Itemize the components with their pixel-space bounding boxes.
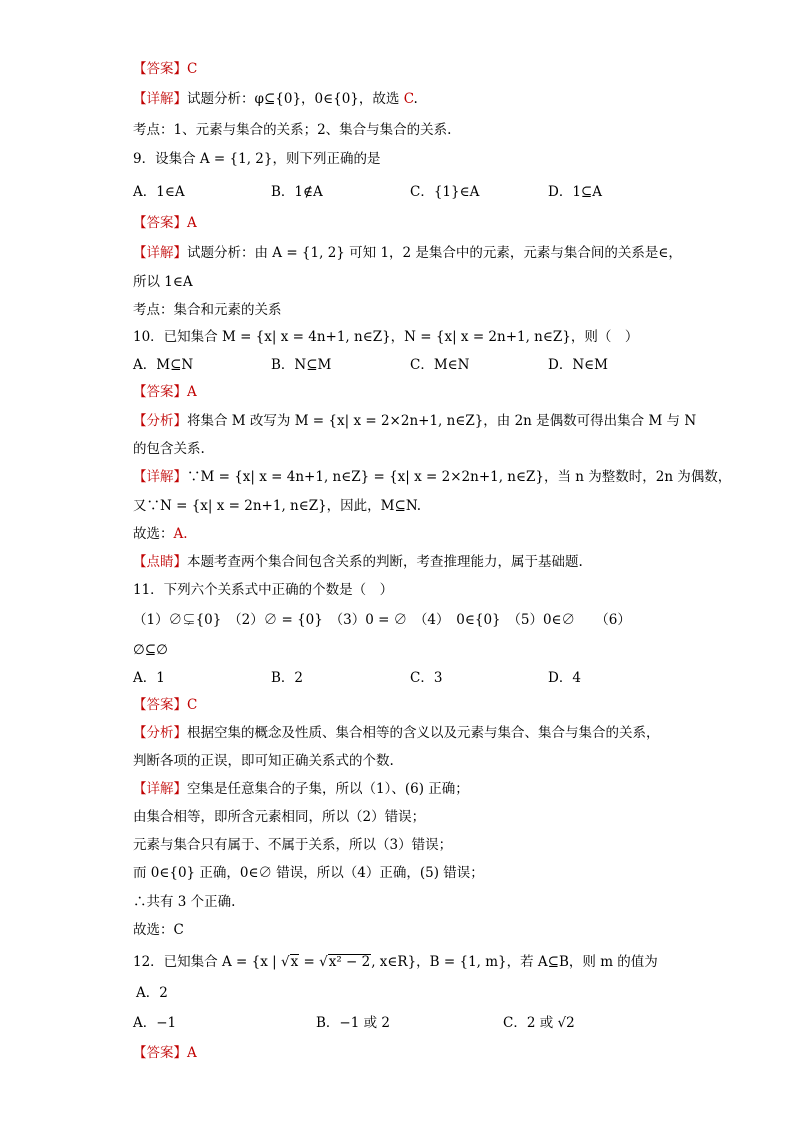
answer-value: A xyxy=(187,1045,197,1061)
comment-tag: 【点睛】 xyxy=(133,554,187,570)
answer-tag: 【答案】 xyxy=(133,1045,187,1061)
conclusion-text: 故选： xyxy=(133,526,174,542)
q9-option-c: C．{1}∈A xyxy=(410,184,480,200)
q10-detail xyxy=(133,467,731,487)
stem-pre: 12．已知集合 A = {x | xyxy=(133,954,281,970)
sqrt-radicand: x xyxy=(290,954,299,970)
q11-detail-line: 由集合相等，即所含元素相同，所以（2）错误； xyxy=(133,809,426,825)
analysis-text: 将集合 M 改写为 M = {x| x = 2×2n+1, n∈Z}，由 2n 是偶数可得出集合 M 与 N xyxy=(187,413,697,429)
q9-answer xyxy=(133,213,197,233)
q11-option-a: A．1 xyxy=(133,670,165,686)
q10-analysis xyxy=(133,411,696,431)
q10-conclusion xyxy=(133,524,188,544)
q9-detail-cont: 所以 1∈A xyxy=(133,274,193,290)
analysis-tag: 【分析】 xyxy=(133,725,187,741)
q11-detail-line: 元素与集合只有属于、不属于关系，所以（3）错误； xyxy=(133,837,453,853)
q9-option-b: B．1∉A xyxy=(271,184,323,200)
detail-text: ∵M = {x| x = 4n+1, n∈Z} = {x| x = 2×2n+1, n∈Z}，当 n 为整数时，2n 为偶数， xyxy=(187,469,732,485)
answer-tag: 【答案】 xyxy=(133,215,187,231)
q12-option-a: A．−1 xyxy=(133,1015,177,1031)
q12-option-a-first: A．2 xyxy=(136,985,168,1001)
sqrt-sign: √ xyxy=(280,954,290,970)
q12-option-b: B．−1 或 2 xyxy=(316,1015,390,1031)
q11-option-d: D．4 xyxy=(548,670,581,686)
q9-option-d: D．1⊆A xyxy=(548,184,602,200)
q12-stem xyxy=(133,952,658,972)
sqrt-radicand: x² − 2 xyxy=(328,954,371,970)
q11-detail-line: 而 0∈{0} 正确，0∈∅ 错误，所以（4）正确，(5) 错误； xyxy=(133,865,484,881)
answer-value: A xyxy=(187,384,197,400)
q10-analysis-cont: 的包含关系. xyxy=(133,441,205,457)
answer-tag: 【答案】 xyxy=(133,61,187,77)
detail-choice: C xyxy=(403,91,414,107)
q12-option-c: C．2 或 √2 xyxy=(503,1015,575,1031)
q12-answer xyxy=(133,1043,197,1063)
q11-conclusion: 故选：C xyxy=(133,922,184,938)
q11-relations: （1）∅⊊{0} （2）∅ = {0} （3）0 = ∅ （4） 0∈{0} （5）0∈∅ （6） xyxy=(133,612,631,628)
q8-kaodian: 考点：1、元素与集合的关系；2、集合与集合的关系. xyxy=(133,122,452,138)
analysis-text: 根据空集的概念及性质、集合相等的含义以及元素与集合、集合与集合的关系， xyxy=(187,725,660,741)
q10-detail-cont: 又∵N = {x| x = 2n+1, n∈Z}，因此，M⊆N. xyxy=(133,498,422,514)
q10-comment xyxy=(133,552,583,572)
stem-eq: = xyxy=(299,954,320,970)
sqrt-sign: √ xyxy=(319,954,328,970)
conclusion-choice: A. xyxy=(173,526,188,542)
q9-kaodian: 考点：集合和元素的关系 xyxy=(133,302,282,318)
answer-value: A xyxy=(187,215,197,231)
q10-option-d: D．N∈M xyxy=(548,357,608,373)
q10-option-c: C．M∈N xyxy=(410,357,470,373)
q11-option-b: B．2 xyxy=(271,670,304,686)
stem-post: , x∈R}，B = {1, m}，若 A⊆B，则 m 的值为 xyxy=(371,954,658,970)
q8-detail xyxy=(133,89,418,109)
detail-line: 空集是任意集合的子集，所以（1）、(6) 正确； xyxy=(187,781,469,797)
answer-value: C xyxy=(187,697,198,713)
q9-option-a: A．1∈A xyxy=(133,184,185,200)
q11-detail xyxy=(133,779,469,799)
q9-detail xyxy=(133,243,682,263)
q11-relations-cont: ∅⊆∅ xyxy=(133,642,168,658)
q11-detail-line: ∴共有 3 个正确. xyxy=(133,894,236,910)
q10-option-b: B．N⊆M xyxy=(271,357,332,373)
q11-analysis-cont: 判断各项的正误，即可知正确关系式的个数. xyxy=(133,753,394,769)
answer-tag: 【答案】 xyxy=(133,697,187,713)
comment-text: 本题考查两个集合间包含关系的判断，考查推理能力，属于基础题. xyxy=(187,554,583,570)
detail-text: 试题分析：由 A = {1, 2} 可知 1，2 是集合中的元素，元素与集合间的关系是∈， xyxy=(187,245,682,261)
detail-tag: 【详解】 xyxy=(133,245,187,261)
detail-tag: 【详解】 xyxy=(133,781,187,797)
q10-stem: 10．已知集合 M = {x| x = 4n+1, n∈Z}，N = {x| x = 2n+1, n∈Z}，则（ ） xyxy=(133,329,639,345)
q11-option-c: C．3 xyxy=(410,670,443,686)
q11-analysis xyxy=(133,723,660,743)
detail-end: . xyxy=(413,91,418,107)
q8-answer xyxy=(133,59,197,79)
analysis-tag: 【分析】 xyxy=(133,413,187,429)
answer-tag: 【答案】 xyxy=(133,384,187,400)
answer-value: C xyxy=(187,61,198,77)
q10-answer xyxy=(133,382,197,402)
detail-text: 试题分析：φ⊆{0}，0∈{0}，故选 xyxy=(187,91,404,107)
q11-stem: 11．下列六个关系式中正确的个数是（ ） xyxy=(133,582,394,598)
detail-tag: 【详解】 xyxy=(133,469,187,485)
q10-option-a: A．M⊆N xyxy=(133,357,194,373)
q11-answer xyxy=(133,695,197,715)
detail-tag: 【详解】 xyxy=(133,91,187,107)
q9-stem: 9．设集合 A = {1, 2}，则下列正确的是 xyxy=(133,151,381,167)
